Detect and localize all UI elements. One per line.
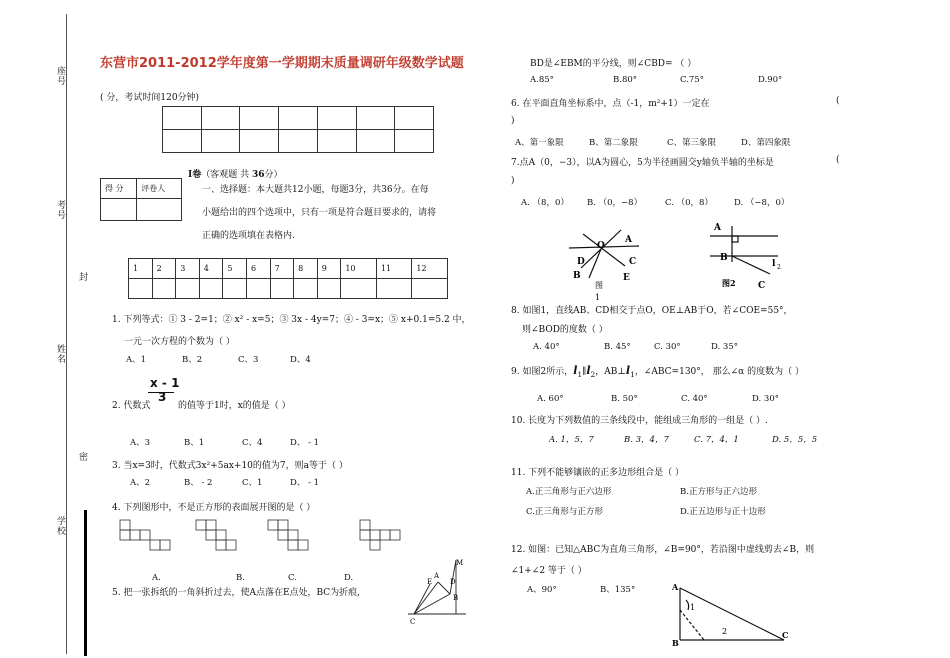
score-label: 得 分: [101, 179, 137, 199]
answer-header-cell: 10: [341, 259, 377, 279]
q11-opt-c: C.正三角形与正方形: [526, 507, 603, 517]
q12-label-b: B: [672, 638, 679, 648]
answer-header-cell: 12: [412, 259, 448, 279]
answer-header-cell: 3: [176, 259, 200, 279]
q12-label-c: C: [782, 630, 789, 640]
q8-opt-c: C. 30°: [654, 342, 681, 352]
answer-header-cell: 7: [270, 259, 294, 279]
fig2-label-c: C: [758, 281, 766, 291]
q2-denominator: 3: [158, 390, 167, 404]
q1-stem2: 一元一次方程的个数为（ ）: [124, 337, 235, 347]
answer-input-cell[interactable]: [176, 279, 200, 299]
q3-opt-d: D、 - 1: [290, 478, 319, 488]
fig1-caption: 图: [595, 281, 603, 290]
q7-paren-left: (: [836, 155, 840, 165]
q10-opt-a: A. 1，5，7: [549, 435, 594, 445]
q6-opt-c: C、第三象限: [667, 138, 717, 148]
q3-stem: 3. 当x=3时，代数式3x²+5ax+10的值为7，则a等于（ ）: [112, 461, 348, 471]
q2-opt-a: A、3: [130, 438, 151, 448]
fig1-label-c: C: [629, 257, 637, 267]
q12-stem: 12. 如图：已知△ABC为直角三角形，∠B=90°，若沿图中虚线剪去∠B，则: [511, 545, 815, 555]
fig2-label-b: B: [720, 253, 728, 263]
margin-thick-bar: [84, 510, 87, 656]
instr-3: 正确的选项填在表格内.: [202, 231, 295, 241]
q12-stem2: ∠1+∠2 等于（ ）: [511, 566, 587, 576]
q2-numerator: x - 1: [150, 376, 180, 390]
q9-sub2: 2: [590, 369, 596, 379]
q7-stem: 7.点A（0，−3），以A为圆心，5为半径画圆交y轴负半轴的坐标是: [511, 158, 774, 168]
q1-opt-c: C、3: [238, 355, 259, 365]
q11-opt-d: D.正五边形与正十边形: [680, 507, 766, 517]
q1-opt-b: B、2: [182, 355, 203, 365]
answer-header-cell: 1: [129, 259, 153, 279]
q7-opt-b: B. （0，−8）: [587, 198, 643, 208]
margin-line: [66, 14, 67, 654]
q8-opt-d: D. 35°: [711, 342, 738, 352]
answer-header-cell: 4: [199, 259, 223, 279]
instr-2: 小题给出的四个选项中，只有一项是符合题目要求的，请将: [202, 208, 437, 218]
q3-opt-c: C、1: [242, 478, 263, 488]
q9-l1b: l: [625, 364, 631, 377]
q6-paren-right: ): [511, 116, 515, 126]
answer-table: [128, 258, 448, 299]
q12-figure: [668, 580, 798, 652]
q5-opt-d: D.90°: [758, 75, 783, 85]
q5-label-a: A: [434, 572, 440, 580]
answer-header-cell: 9: [317, 259, 341, 279]
q8-stem2: 则∠BOD的度数（ ）: [522, 325, 608, 335]
q2-opt-c: C、4: [242, 438, 263, 448]
answer-input-cell[interactable]: [270, 279, 294, 299]
section1-tail: 分）: [264, 170, 283, 180]
section1-title: Ⅰ卷: [188, 170, 202, 180]
q5-label-b: B: [453, 594, 459, 602]
q8-opt-a: A. 40°: [533, 342, 560, 352]
answer-input-cell[interactable]: [152, 279, 176, 299]
q5-figure: [400, 556, 470, 628]
answer-input-cell[interactable]: [223, 279, 247, 299]
margin-exam-no: 考号: [55, 200, 65, 220]
answer-input-cell[interactable]: [376, 279, 412, 299]
q10-opt-c: C. 7，4，1: [694, 435, 739, 445]
fig1-label-b: B: [573, 271, 581, 281]
q9-stem-b: ，AB⊥: [595, 367, 626, 377]
answer-header-cell: 2: [152, 259, 176, 279]
q6-opt-b: B、第二象限: [589, 138, 638, 148]
q1-opt-d: D、4: [290, 355, 311, 365]
q9-l1: l: [573, 364, 578, 377]
fig1-label-d: D: [577, 257, 585, 267]
answer-input-cell[interactable]: [294, 279, 318, 299]
q4-opt-a: A.: [152, 573, 161, 583]
exam-meta: ( 分，考试时间120分钟): [100, 93, 200, 103]
q7-opt-a: A. （8，0）: [521, 198, 569, 208]
q2-stem: 的值等于1时，x的值是（ ）: [178, 401, 291, 411]
q7-opt-d: D. （−8，0）: [734, 198, 790, 208]
fig1-label-a: A: [625, 235, 632, 245]
q1-opt-a: A、1: [126, 355, 147, 365]
q2-prefix: 2. 代数式: [112, 401, 151, 411]
fig1-caption-num: 1: [595, 293, 601, 302]
q4-stem: 4. 下列图形中，不是正方形的表面展开图的是（ ）: [112, 503, 316, 513]
q10-opt-b: B. 3，4，7: [624, 435, 669, 445]
fig2-label-a: A: [714, 223, 721, 233]
q9-stem: [511, 364, 804, 379]
q9-opt-a: A. 60°: [537, 394, 564, 404]
q12-label-2: 2: [722, 627, 728, 636]
q9-sub1b: 1: [630, 369, 635, 379]
q2-opt-d: D、 - 1: [290, 438, 319, 448]
q12-label-a: A: [672, 582, 679, 592]
section1-header: [188, 167, 283, 180]
q9-stem-a: 9. 如图2所示，: [511, 367, 574, 377]
figure-1: [565, 222, 645, 302]
fig1-label-e: E: [623, 273, 630, 283]
q4-opt-b: B.: [236, 573, 245, 583]
q6-stem: 6. 在平面直角坐标系中，点（-1，m²+1）一定在: [511, 99, 710, 109]
margin-line-char: 密: [77, 452, 87, 462]
margin-school: 学校: [55, 516, 65, 536]
q9-opt-c: C. 40°: [681, 394, 708, 404]
fig2-caption: 图2: [722, 278, 736, 288]
grader-label: 评卷人: [137, 179, 182, 199]
q9-stem-c: ，∠ABC=130°， 那么∠α 的度数为（ ）: [634, 367, 804, 377]
margin-name: 姓名: [55, 344, 65, 364]
q5-opt-c: C.75°: [680, 75, 704, 85]
q5-label-m: M: [456, 559, 464, 567]
q4-nets-figure: [118, 516, 418, 556]
q12-opt-a: A、90°: [527, 585, 557, 595]
fig2-label-2: 2: [777, 264, 781, 271]
answer-input-cell[interactable]: [199, 279, 223, 299]
q7-paren-right: ): [511, 176, 515, 186]
fig2-label-l: l: [772, 259, 776, 269]
margin-seat: 座号: [55, 66, 65, 86]
q12-opt-b: B、135°: [600, 585, 636, 595]
answer-input-cell[interactable]: [246, 279, 270, 299]
answer-header-cell: 6: [246, 259, 270, 279]
q5-opt-b: B.80°: [613, 75, 638, 85]
q6-opt-d: D、第四象限: [741, 138, 791, 148]
q6-opt-a: A、第一象限: [515, 138, 564, 148]
q9-sub1: 1: [577, 369, 583, 379]
q5-stem: 5. 把一张拆纸的一角斜折过去，使A点落在E点处，BC为折痕,: [112, 588, 361, 598]
section1-points: 36: [251, 170, 265, 180]
q5-label-d: D: [450, 578, 456, 586]
margin-seal: 封: [77, 272, 87, 282]
q2-opt-b: B、1: [184, 438, 205, 448]
q9-opt-d: D. 30°: [752, 394, 779, 404]
score-table: [162, 106, 434, 153]
q4-opt-c: C.: [288, 573, 297, 583]
q3-opt-a: A、2: [130, 478, 151, 488]
q11-opt-b: B.正方形与正六边形: [680, 487, 757, 497]
q5-opt-a: A.85°: [530, 75, 554, 85]
q6-paren-left: (: [836, 96, 840, 106]
q9-parallel: ∥: [582, 367, 587, 377]
q9-l2: l: [586, 364, 591, 377]
instr-1: 一、选择题：本大题共12小题，每题3分，共36分。在每: [202, 185, 429, 195]
q5-label-e: E: [427, 578, 433, 586]
answer-input-cell[interactable]: [341, 279, 377, 299]
answer-header-cell: 5: [223, 259, 247, 279]
answer-header-cell: 8: [294, 259, 318, 279]
q11-stem: 11. 下列不能够镶嵌的正多边形组合是（ ）: [511, 468, 685, 478]
q3-opt-b: B、 - 2: [184, 478, 213, 488]
figure-2: [702, 216, 792, 296]
answer-input-cell[interactable]: [129, 279, 153, 299]
q1-stem: 1. 下列等式：① 3 - 2=1；② x² - x=5；③ 3x - 4y=7；④ - 3=x；⑤ x+0.1=5.2 中，: [112, 315, 471, 325]
q5-stem2: BD是∠EBM的平分线，则∠CBD= （ ）: [530, 59, 697, 69]
q5-label-c: C: [410, 618, 416, 626]
q11-opt-a: A.正三角形与正六边形: [526, 487, 612, 497]
q4-opt-d: D.: [344, 573, 354, 583]
page-title: 东营市2011-2012学年度第一学期期末质量调研年级数学试题: [100, 56, 464, 71]
answer-input-cell[interactable]: [412, 279, 448, 299]
fig1-label-o: O: [597, 241, 605, 251]
q10-opt-d: D. 5，5，5: [772, 435, 818, 445]
answer-header-cell: 11: [376, 259, 412, 279]
q8-stem: 8. 如图1，直线AB、CD相交于点O，OE⊥AB于O，若∠COE=55°，: [511, 306, 793, 316]
section1-subtitle: （客观题 共: [201, 170, 250, 180]
q7-opt-c: C. （0，8）: [665, 198, 713, 208]
answer-input-cell[interactable]: [317, 279, 341, 299]
q8-opt-b: B. 45°: [604, 342, 631, 352]
q10-stem: 10. 长度为下列数值的三条线段中，能组成三角形的一组是（ ）.: [511, 416, 768, 426]
q9-opt-b: B. 50°: [611, 394, 638, 404]
q12-label-1: 1: [690, 603, 696, 612]
grader-table: [100, 178, 182, 221]
